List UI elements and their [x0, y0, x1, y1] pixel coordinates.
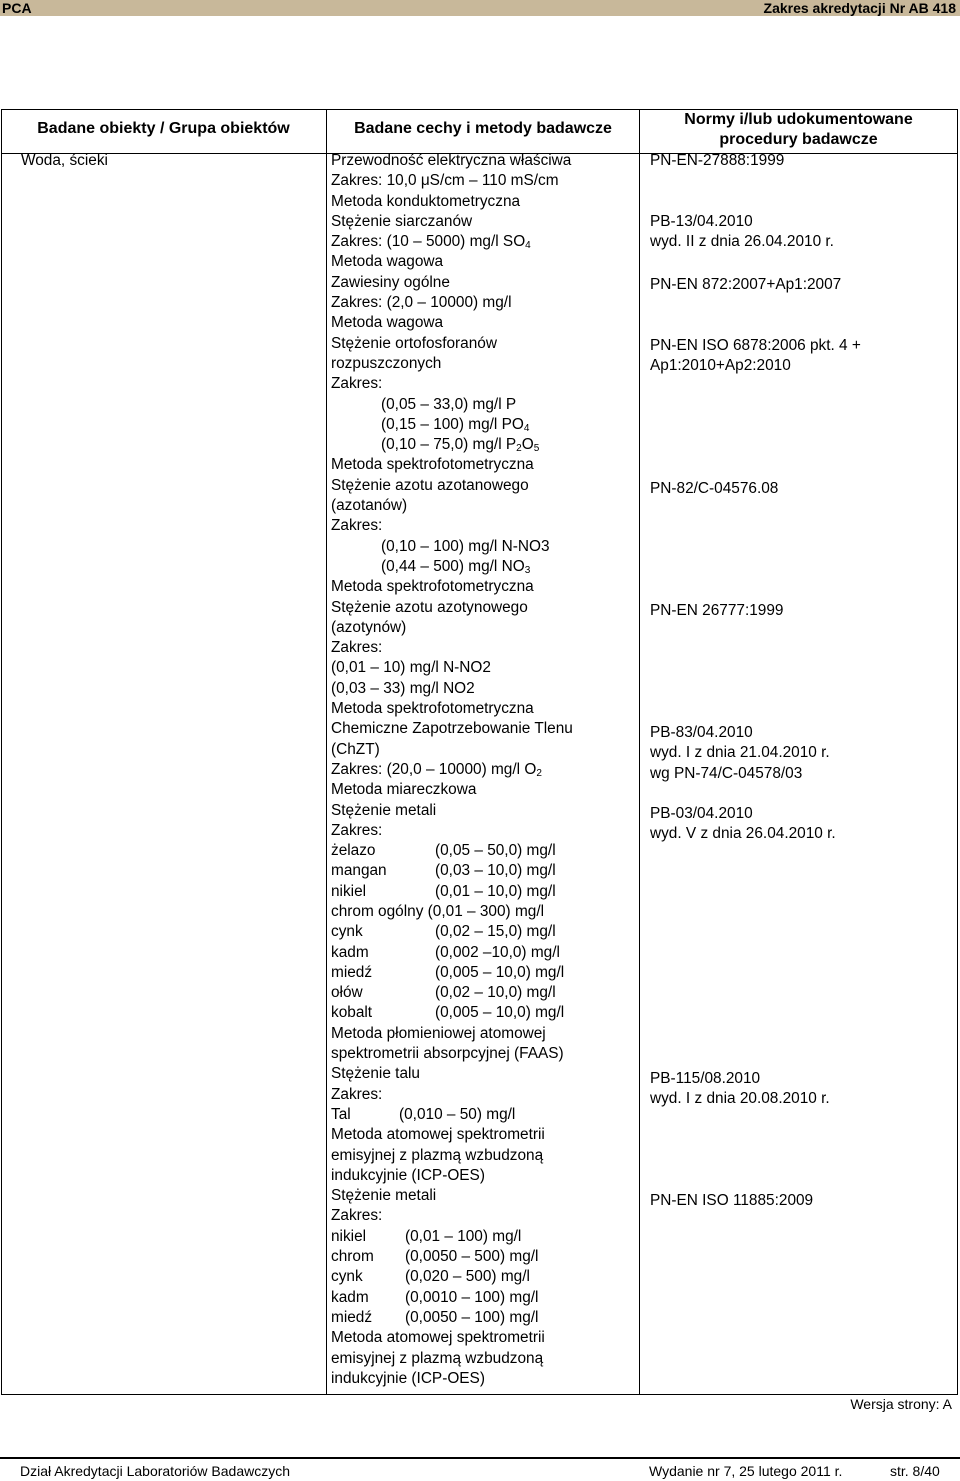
- footer-edition: Wydanie nr 7, 25 lutego 2011 r.: [649, 1463, 843, 1479]
- metal-range-row: nikiel (0,01 – 100) mg/l: [331, 1227, 522, 1245]
- method-line: (azotanów): [331, 497, 408, 515]
- method-line: Zakres:: [331, 1207, 383, 1225]
- method-line: indukcyjnie (ICP-OES): [331, 1369, 485, 1387]
- accreditation-title: Zakres akredytacji Nr AB 418: [763, 0, 956, 16]
- footer-divider: [0, 1457, 960, 1459]
- column-divider-2: [639, 109, 640, 1395]
- metal-range-row: cynk (0,02 – 15,0) mg/l: [331, 923, 556, 941]
- method-line: emisyjnej z plazmą wzbudzoną: [331, 1349, 544, 1367]
- norm-entry: PB-03/04.2010 wyd. V z dnia 26.04.2010 r.: [650, 805, 836, 843]
- method-line: rozpuszczonych: [331, 354, 442, 372]
- table-left-border: [1, 109, 2, 1395]
- method-line: (0,10 – 75,0) mg/l $P_2O_5$: [381, 436, 540, 455]
- accreditation-table: [1, 109, 958, 1395]
- method-line: (0,44 – 500) mg/l $NO_3$: [381, 557, 531, 576]
- method-line: Zakres: (10 – 5000) mg/l $SO_4$: [331, 233, 531, 252]
- metal-range-row: miedź (0,005 – 10,0) mg/l: [331, 963, 565, 981]
- object-group: Woda, ścieki: [21, 152, 108, 169]
- method-line: Metoda wagowa: [331, 314, 444, 332]
- method-line: Przewodność elektryczna właściwa: [331, 152, 572, 169]
- method-line: Zakres:: [331, 375, 383, 393]
- method-line: Metoda spektrofotometryczna: [331, 700, 534, 718]
- method-line: Stężenie metali: [331, 801, 437, 819]
- method-line: Zakres: 10,0 μS/cm – 110 mS/cm: [331, 172, 559, 190]
- method-line: Metoda spektrofotometryczna: [331, 578, 534, 596]
- metal-range-row: nikiel (0,01 – 10,0) mg/l: [331, 882, 556, 900]
- method-line: Metoda miareczkowa: [331, 781, 477, 799]
- method-line: spektrometrii absorpcyjnej (FAAS): [331, 1045, 564, 1063]
- method-line: Zakres:: [331, 821, 383, 839]
- norms-header-line-1: Normy i/lub udokumentowane: [684, 111, 913, 128]
- metal-range-row: chrom (0,0050 – 500) mg/l: [331, 1248, 539, 1266]
- metal-range-row: Tal (0,010 – 50) mg/l: [331, 1105, 516, 1123]
- norm-entry: PN-82/C-04576.08: [650, 480, 779, 497]
- footer-page-number: str. 8/40: [890, 1463, 940, 1479]
- method-line: Metoda atomowej spektrometrii: [331, 1329, 545, 1347]
- method-line: Zakres: (20,0 – 10000) mg/l $O_2$: [331, 760, 542, 779]
- norm-entry: PB-13/04.2010 wyd. II z dnia 26.04.2010 r.: [650, 213, 834, 251]
- method-line: Stężenie azotu azotanowego: [331, 476, 529, 494]
- column-header-methods: Badane cechy i metody badawcze: [354, 120, 612, 137]
- page-header: [0, 0, 960, 16]
- method-line: Stężenie talu: [331, 1065, 420, 1083]
- org-name: PCA: [2, 0, 32, 16]
- method-line: (ChZT): [331, 740, 380, 758]
- method-line: Stężenie metali: [331, 1187, 437, 1205]
- norm-entry: PN-EN 872:2007+Ap1:2007: [650, 276, 842, 293]
- method-line: Zakres:: [331, 1085, 383, 1103]
- method-line: emisyjnej z plazmą wzbudzoną: [331, 1146, 544, 1164]
- metal-range-row: miedź (0,0050 – 100) mg/l: [331, 1308, 539, 1326]
- table-bottom-border: [1, 1394, 958, 1395]
- method-line: Zakres:: [331, 517, 383, 535]
- norm-entry: PB-115/08.2010 wyd. I z dnia 20.08.2010 r.: [650, 1070, 830, 1108]
- column-divider-1: [326, 109, 327, 1395]
- norm-entry: PN-EN ISO 11885:2009: [650, 1192, 814, 1209]
- method-line: Metoda konduktometryczna: [331, 192, 521, 210]
- page-version: Wersja strony: A: [850, 1396, 952, 1412]
- norm-entry: PN-EN-27888:1999: [650, 152, 785, 169]
- method-line: Stężenie azotu azotynowego: [331, 598, 528, 616]
- metal-range-row: ołów (0,02 – 10,0) mg/l: [331, 984, 556, 1002]
- metal-range-row: cynk (0,020 – 500) mg/l: [331, 1268, 530, 1286]
- column-header-norms: [640, 110, 957, 150]
- method-line: Stężenie siarczanów: [331, 212, 473, 230]
- metal-range-row: kadm (0,002 –10,0) mg/l: [331, 943, 560, 961]
- method-line: Metoda atomowej spektrometrii: [331, 1126, 545, 1144]
- column-header-objects: Badane obiekty / Grupa obiektów: [37, 120, 290, 137]
- table-right-border: [957, 109, 958, 1395]
- method-line: Chemiczne Zapotrzebowanie Tlenu: [331, 720, 573, 738]
- methods-cell: [331, 151, 573, 1389]
- method-line: (0,05 – 33,0) mg/l P: [381, 395, 517, 413]
- method-line: (0,01 – 10) mg/l N-NO2: [331, 659, 491, 677]
- metal-range-row: żelazo (0,05 – 50,0) mg/l: [331, 842, 556, 860]
- metal-range-row: mangan (0,03 – 10,0) mg/l: [331, 862, 556, 880]
- method-line: Zawiesiny ogólne: [331, 273, 450, 291]
- method-line: Stężenie ortofosforanów: [331, 334, 497, 352]
- method-line: Metoda spektrofotometryczna: [331, 456, 534, 474]
- metal-range-row: kobalt (0,005 – 10,0) mg/l: [331, 1004, 565, 1022]
- method-line: indukcyjnie (ICP-OES): [331, 1166, 485, 1184]
- method-line: Zakres:: [331, 639, 383, 657]
- footer-department: Dział Akredytacji Laboratoriów Badawczych: [20, 1463, 291, 1479]
- metal-range-row: kadm (0,0010 – 100) mg/l: [331, 1288, 539, 1306]
- method-line: (azotynów): [331, 618, 407, 636]
- method-line: (0,15 – 100) mg/l $PO_4$: [381, 415, 530, 434]
- method-line: Metoda płomieniowej atomowej: [331, 1024, 546, 1042]
- method-line: (0,10 – 100) mg/l N-NO3: [381, 537, 550, 555]
- metal-range-row: chrom ogólny (0,01 – 300) mg/l: [331, 902, 545, 920]
- method-line: Zakres: (2,0 – 10000) mg/l: [331, 294, 512, 312]
- norm-entry: PB-83/04.2010 wyd. I z dnia 21.04.2010 r. wg PN-74/C-04578/03: [650, 724, 830, 782]
- norm-entry: PN-EN ISO 6878:2006 pkt. 4 + Ap1:2010+Ap2:2010: [650, 337, 861, 375]
- norm-entry: PN-EN 26777:1999: [650, 602, 784, 619]
- method-line: Metoda wagowa: [331, 253, 444, 271]
- norms-header-line-2: procedury badawcze: [719, 131, 878, 148]
- method-line: (0,03 – 33) mg/l NO2: [331, 679, 475, 697]
